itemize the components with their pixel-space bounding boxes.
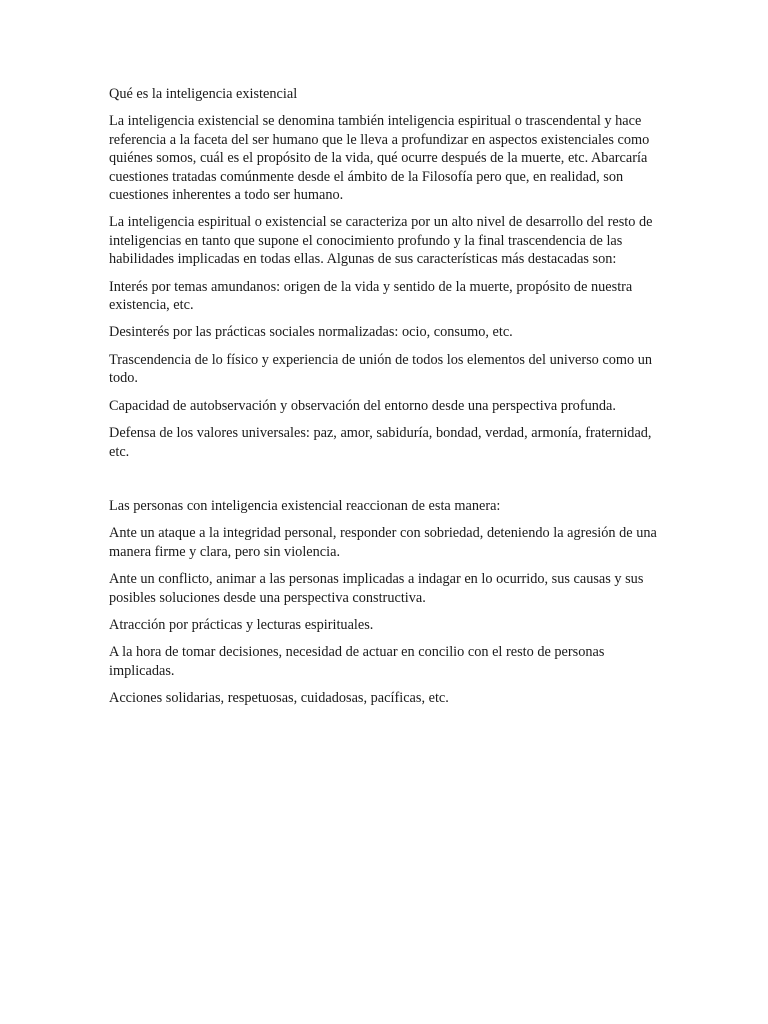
intro-paragraph: La inteligencia espiritual o existencial se caracteriza por un alto nivel de desarrollo del resto de inteligencias en tanto que supone el conocimiento profundo y la final trascendencia de las habilidades implicadas en todas ellas. Algunas de sus características más destacadas son: (109, 214, 653, 268)
characteristic-item: Capacidad de autobservación y observación del entorno desde una perspectiva profunda. (109, 397, 616, 414)
section-spacer (109, 470, 661, 497)
reactions-intro: Las personas con inteligencia existencial reaccionan de esta manera: (109, 497, 501, 514)
characteristic-item: Interés por temas amundanos: origen de la vida y sentido de la muerte, propósito de nuestra existencia, etc. (109, 278, 633, 314)
document-title: Qué es la inteligencia existencial (109, 86, 298, 102)
characteristic-item: Desinterés por las prácticas sociales normalizadas: ocio, consumo, etc. (109, 324, 513, 341)
characteristic-item: Trascendencia de lo físico y experiencia de unión de todos los elementos del universo como un todo. (109, 351, 653, 387)
intro-paragraph: La inteligencia existencial se denomina también inteligencia espiritual o trascendental y hace referencia a la faceta del ser humano que le lleva a profundizar en aspectos existenciales como quiénes somos, cuál es el propósito de la vida, qué ocurre después de la muerte, etc. Abarcaría cuestiones tratadas comúnmente desde el ámbito de la Filosofía pero que, en realidad, son cuestiones inherentes a todo ser humano. (109, 113, 650, 204)
characteristic-item: Defensa de los valores universales: paz, amor, sabiduría, bondad, verdad, armonía, fraternidad, etc. (109, 425, 652, 460)
reaction-item: Ante un conflicto, animar a las personas implicadas a indagar en lo ocurrido, sus causas y sus posibles soluciones desde una perspectiva constructiva. (109, 571, 644, 606)
reaction-item: A la hora de tomar decisiones, necesidad de actuar en concilio con el resto de personas implicadas. (109, 644, 605, 679)
document-body (109, 85, 661, 717)
reaction-item: Atracción por prácticas y lecturas espirituales. (109, 616, 374, 633)
reaction-item: Acciones solidarias, respetuosas, cuidadosas, pacíficas, etc. (109, 690, 449, 707)
reaction-item: Ante un ataque a la integridad personal, responder con sobriedad, deteniendo la agresión de una manera firme y clara, pero sin violencia. (109, 525, 657, 560)
